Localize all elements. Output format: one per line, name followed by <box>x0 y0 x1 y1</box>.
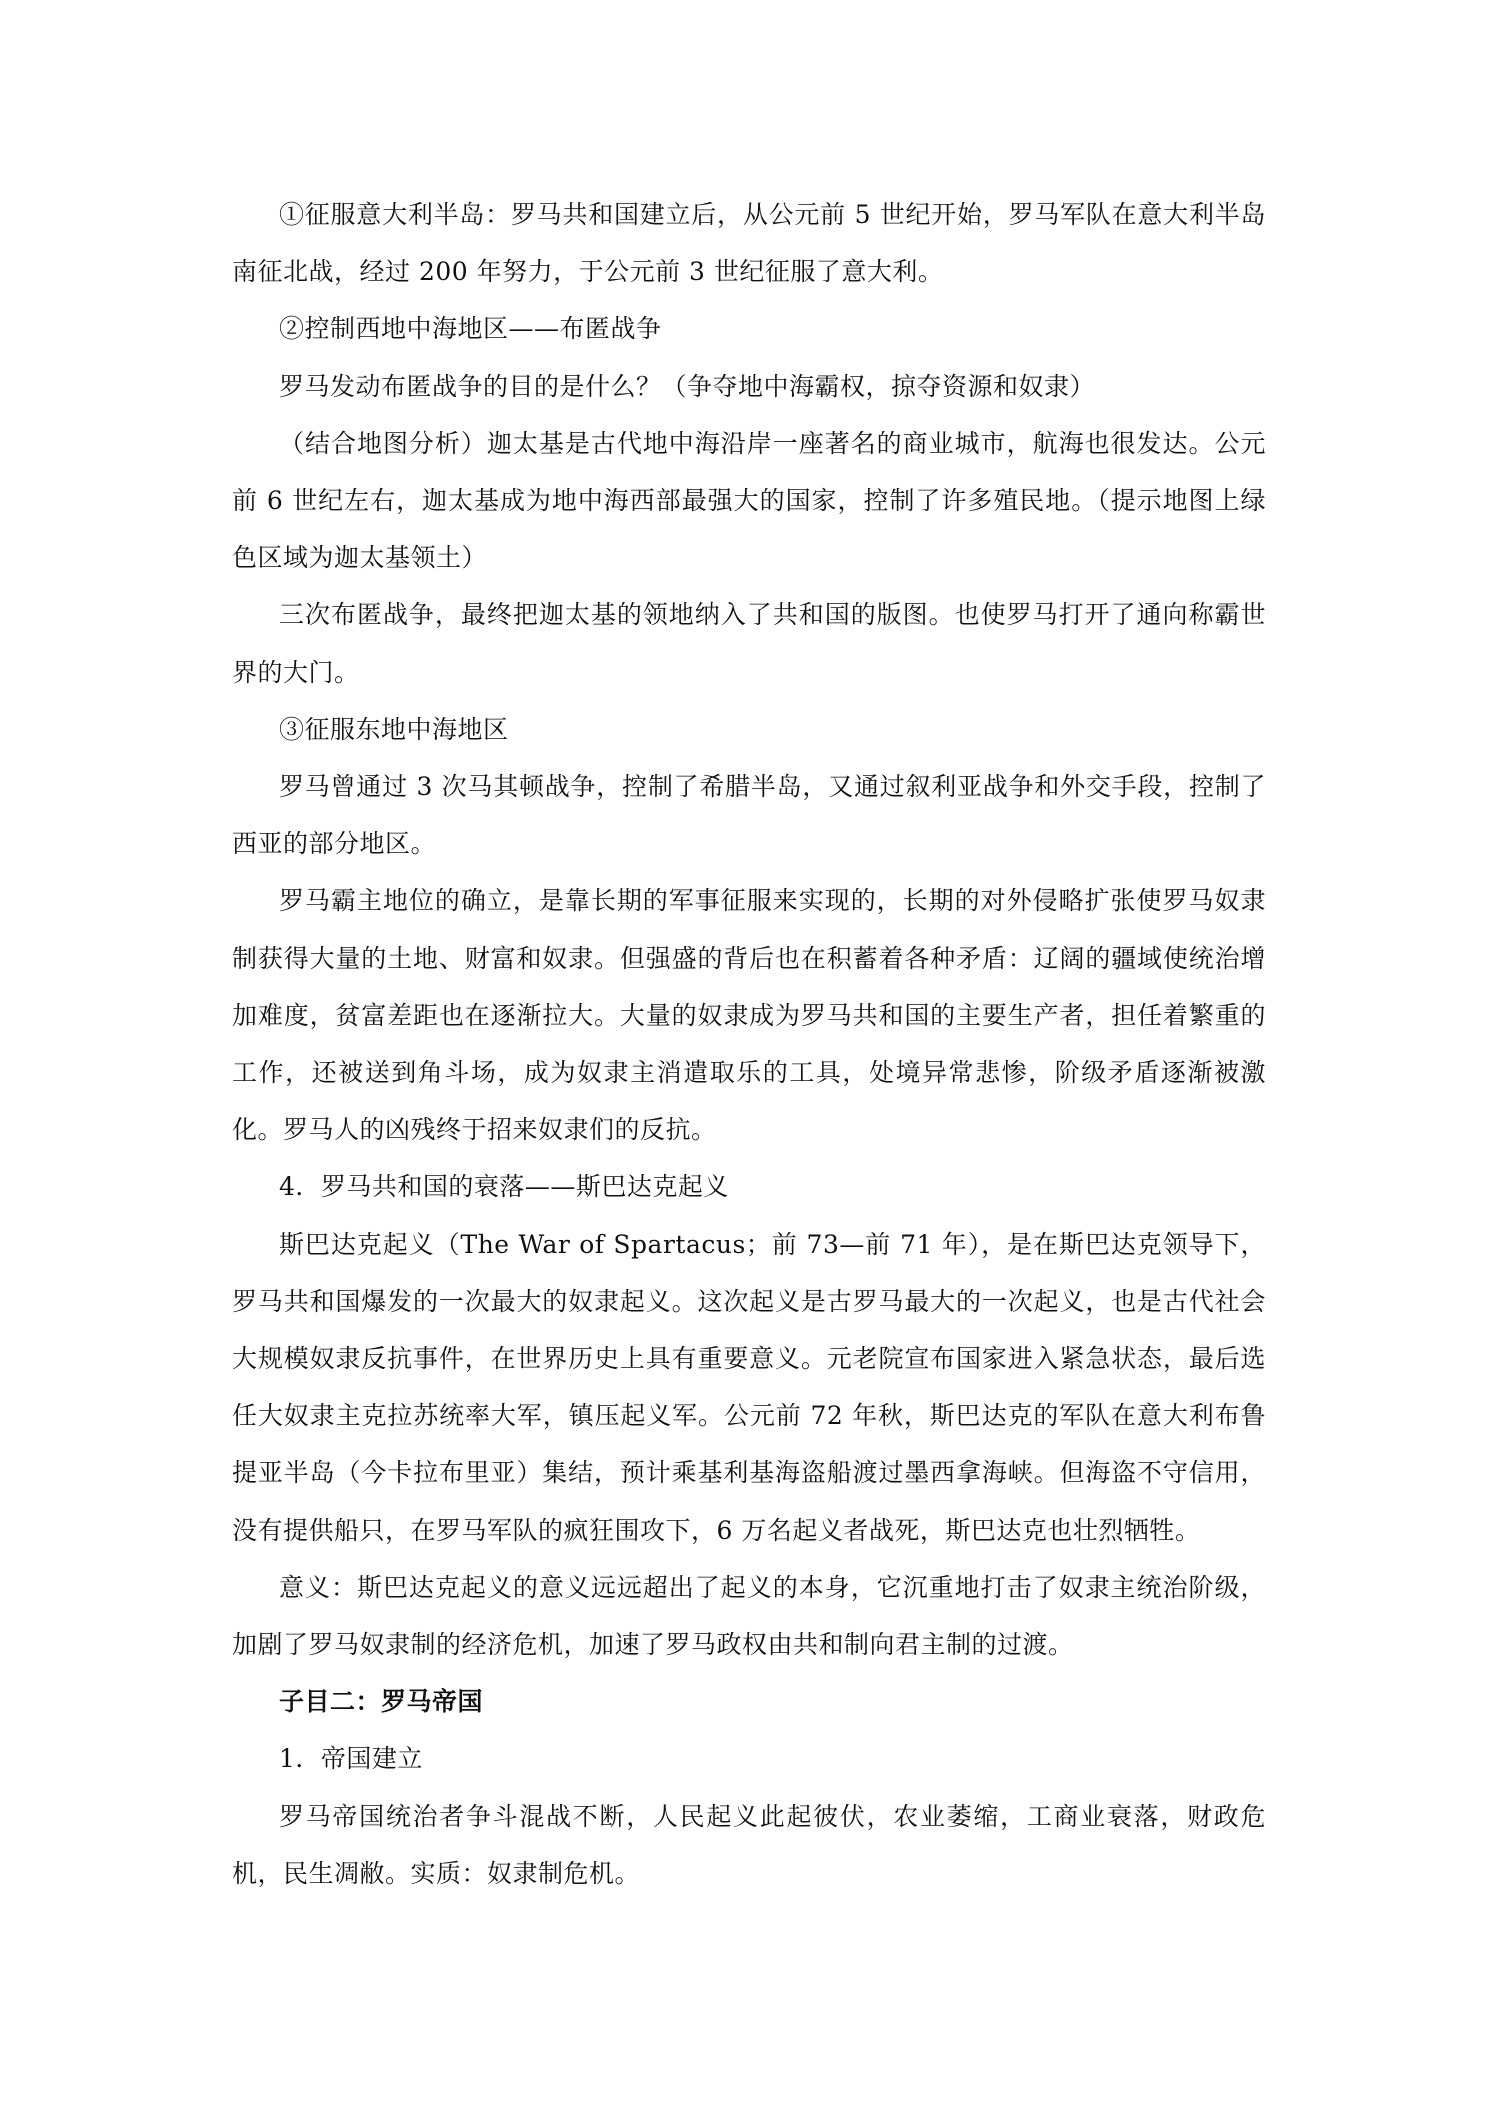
paragraph-revolt-significance: 意义：斯巴达克起义的意义远远超出了起义的本身，它沉重地打击了奴隶主统治阶级，加剧了罗马奴隶制的经济危机，加速了罗马政权由共和制向君主制的过渡。 <box>232 1572 1266 1660</box>
paragraph-macedonian-wars: 罗马曾通过 3 次马其顿战争，控制了希腊半岛，又通过叙利亚战争和外交手段，控制了西亚的部分地区。 <box>232 772 1266 859</box>
paragraph-carthage: （结合地图分析）迦太基是古代地中海沿岸一座著名的商业城市，航海也很发达。公元前 6 世纪左右，迦太基成为地中海西部最强大的国家，控制了许多殖民地。（提示地图上绿色区域为迦太基领土） <box>232 428 1266 573</box>
paragraph-conquer-italy: ①征服意大利半岛：罗马共和国建立后，从公元前 5 世纪开始，罗马军队在意大利半岛南征北战，经过 200 年努力，于公元前 3 世纪征服了意大利。 <box>232 200 1266 287</box>
paragraph-west-mediterranean-heading: ②控制西地中海地区——布匿战争 <box>279 314 662 344</box>
paragraph-empire-crisis: 罗马帝国统治者争斗混战不断，人民起义此起彼伏，农业萎缩，工商业衰落，财政危机，民生凋敝。实质：奴隶制危机。 <box>232 1801 1266 1888</box>
paragraph-east-mediterranean-heading: ③征服东地中海地区 <box>279 714 509 744</box>
paragraph-punic-war-question: 罗马发动布匿战争的目的是什么？（争夺地中海霸权，掠夺资源和奴隶） <box>279 371 1096 401</box>
section-heading-roman-empire: 子目二：罗马帝国 <box>279 1687 484 1717</box>
document-body <box>232 186 1266 1902</box>
paragraph-three-punic-wars: 三次布匿战争，最终把迦太基的领地纳入了共和国的版图。也使罗马打开了通向称霸世界的大门。 <box>232 600 1266 687</box>
paragraph-spartacus-revolt: 斯巴达克起义（The War of Spartacus；前 73—前 71 年），是在斯巴达克领导下，罗马共和国爆发的一次最大的奴隶起义。这次起义是古罗马最大的一次起义，也是古代社会大规模奴隶反抗事件，在世界历史上具有重要意义。元老院宣布国家进入紧急状态，最后选任大奴隶主克拉苏统率大军，镇压起义军。公元前 72 年秋，斯巴达克的军队在意大利布鲁提亚半岛（今卡拉布里亚）集结，预计乘基利基海盗船渡过墨西拿海峡。但海盗不守信用，没有提供船只，在罗马军队的疯狂围攻下，6 万名起义者战死，斯巴达克也壮烈牺牲。 <box>232 1229 1266 1545</box>
paragraph-empire-founding-heading: 1．帝国建立 <box>279 1744 423 1774</box>
paragraph-roman-hegemony: 罗马霸主地位的确立，是靠长期的军事征服来实现的，长期的对外侵略扩张使罗马奴隶制获得大量的土地、财富和奴隶。但强盛的背后也在积蓄着各种矛盾：辽阔的疆域使统治增加难度，贫富差距也在逐渐拉大。大量的奴隶成为罗马共和国的主要生产者，担任着繁重的工作，还被送到角斗场，成为奴隶主消遣取乐的工具，处境异常悲惨，阶级矛盾逐渐被激化。罗马人的凶残终于招来奴隶们的反抗。 <box>232 886 1266 1145</box>
paragraph-republic-decline-heading: 4．罗马共和国的衰落——斯巴达克起义 <box>279 1172 729 1202</box>
